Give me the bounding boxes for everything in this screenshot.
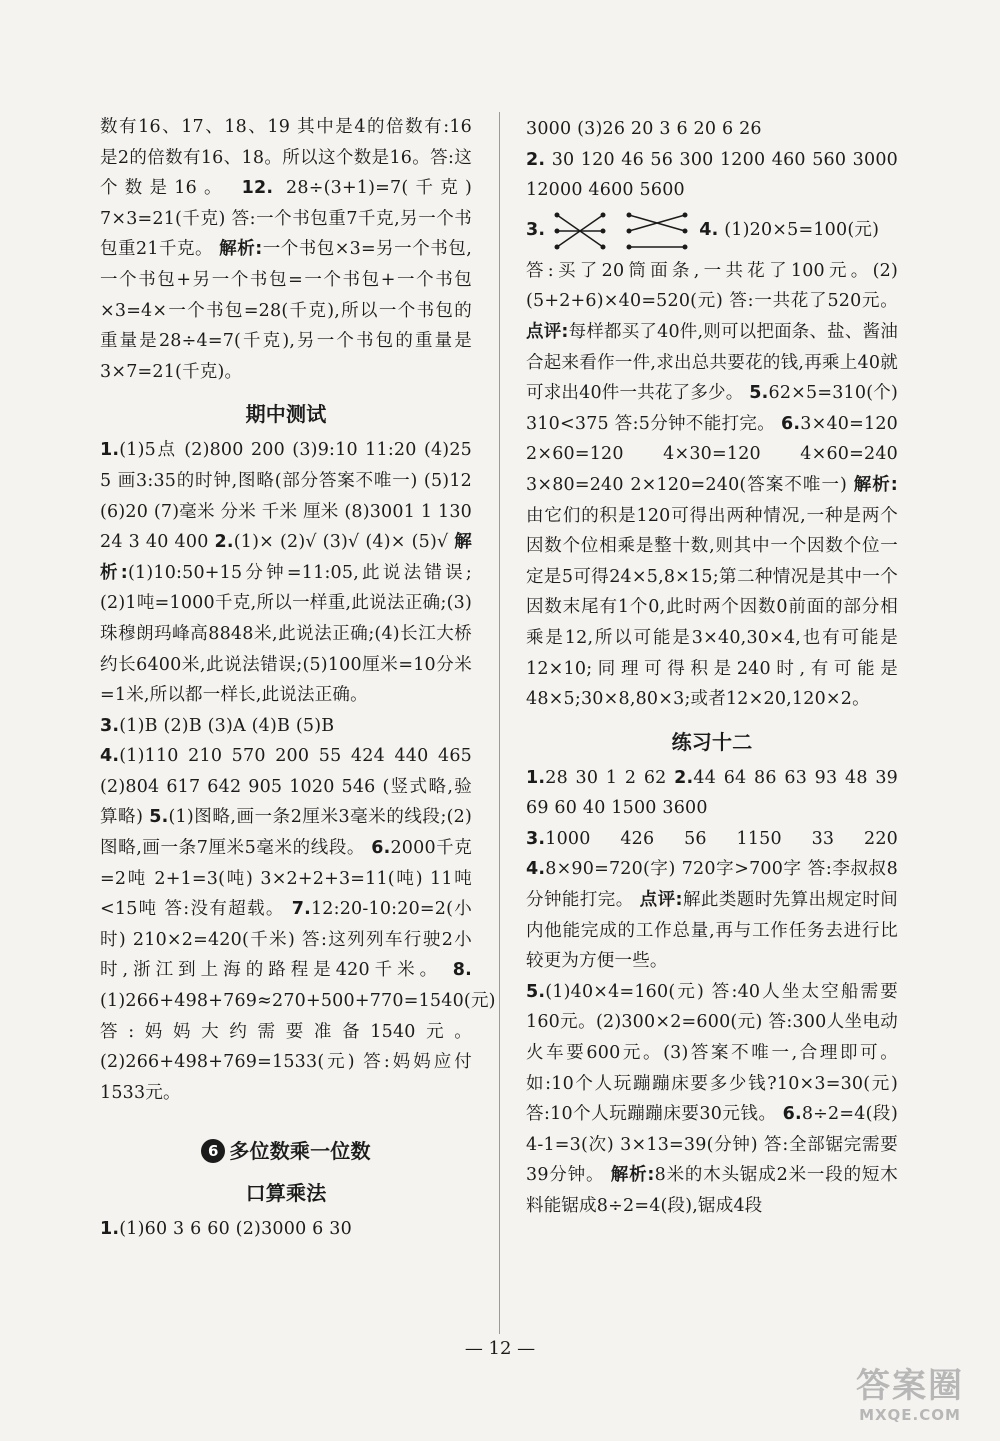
matching-diagram-swap-icon (623, 209, 693, 253)
oral-answers: 1.(1)60 3 6 60 (2)3000 6 30 (100, 1219, 352, 1240)
watermark-logo: 答案圈 MXQE.COM (856, 1366, 964, 1424)
column-divider (499, 112, 500, 1334)
right-top-answers: 3000 (3)26 20 3 6 20 6 26 2. 30 120 46 56 300 1200 460 560 3000 12000 4600 5600 (526, 119, 898, 201)
unit-heading (100, 1136, 472, 1166)
left-intro-paragraph: 数有16、17、18、19 其中是4的倍数有:16 是2的倍数有16、18。所以这个数是16。答:这个数是16。 12. 28÷(3+1)=7(千克) 7×3=21(千克) 答:一个书包重7千克,另一个书包重21千克。 解析:一个书包×3=另一个书包,一个书包+另一个书包=一个书包+一个书包×3=4×一个书包=28(千克),所以一个书包的重量是28÷4=7(千克),另一个书包的重量是3×7=21(千克)。 (100, 117, 473, 382)
left-column (100, 112, 496, 1245)
section-heading-oral: 口算乘法 (245, 1181, 327, 1206)
midterm-answers: 1.(1)5点 (2)800 200 (3)9:10 11:20 (4)25 5 画3:35的时钟,图略(部分答案不唯一) (5)12 (6)20 (7)毫米 分米 千米 厘米 (8)3001 1 130 24 3 40 400 2.(1)× (2)√ (3)√ (4)× (5)√ 解析:(1)10:50+15分钟=11:05,此说法错误;(2)1吨=1000千克,所以一样重,此说法正确;(3)珠穆朗玛峰高8848米,此说法正确;(4)长江大桥约长6400米,此说法错误;(5)100厘米=10分米=1米,所以都一样长,此说法正确。 3.(1)B (2)B (3)A (4)B (5)B 4.(1)110 210 570 200 55 424 440 465 (2)804 617 642 905 1020 546 (竖式略,验算略) 5.(1)图略,画一条2厘米3毫米的线段;(2)图略,画一条7厘米5毫米的线段。 6.2000千克=2吨 2+1=3(吨) 3×2+2+3=11(吨) 11吨<15吨 答:没有超载。 7.12:20-10:20=2(小时) 210×2=420(千米) 答:这列列车行驶2小时,浙江到上海的路程是420千米。 8.(1)266+498+769≈270+500+770=1540(元) 答:妈妈大约需要准备1540元。(2)266+498+769=1533(元) 答:妈妈应付1533元。 (100, 440, 496, 1103)
section-heading-exercise-12: 练习十二 (671, 729, 753, 754)
section-heading-midterm: 期中测试 (245, 402, 327, 427)
right-mid-answers: 答:买了20筒面条,一共花了100元。(2)(5+2+6)×40=520(元) 答:一共花了520元。 点评:每样都买了40件,则可以把面条、盐、酱油合起来看作一件,求出总共要花的钱,再乘上40就可求出40件一共花了多少。 5.62×5=310(个) 310<375 答:5分钟不能打完。 6.3×40=120 2×60=120 4×30=120 4×60=240 3×80=240 2×120=240(答案不唯一) 解析:由它们的积是120可得出两种情况,一种是两个因数个位相乘是整十数,则其中一个因数个位一定是5可得24×5,8×15;第二种情况是其中一个因数末尾有1个0,此时两个因数0前面的部分相乘是12,所以可能是3×40,30×4,也有可能是12×10;同理可得积是240时,有可能是48×5;30×8,80×3;或者12×20,120×2。 (526, 260, 898, 710)
matching-row: 3. 4. (1)20×5=100(元) (526, 206, 898, 256)
exercise-12-answers: 1.28 30 1 2 62 2.44 64 86 63 93 48 39 69 60 40 1500 3600 3.1000 426 56 1150 33 220 4.8×90=720(字) 720字>700字 答:李叔叔8分钟能打完。 点评:解此类题时先算出规定时间内他能完成的工作总量,再与工作任务去进行比较更为方便一些。 5.(1)40×4=160(元) 答:40人坐太空船需要160元。(2)300×2=600(元) 答:300人坐电动火车要600元。(3)答案不唯一,合理即可。如:10个人玩蹦蹦床要多少钱?10×3=30(元)答:10个人玩蹦蹦床要30元钱。 6.8÷2=4(段) 4-1=3(次) 3×13=39(分钟) 答:全部锯完需要39分钟。 解析:8米的木头锯成2米一段的短木料能锯成8÷2=4(段),锯成4段 (526, 767, 898, 1216)
unit-number-badge: 6 (201, 1139, 225, 1163)
page-number: — 12 — (464, 1338, 536, 1359)
matching-diagram-cross-icon (551, 209, 611, 253)
unit-title: 多位数乘一位数 (229, 1139, 371, 1164)
right-column (526, 114, 898, 1222)
